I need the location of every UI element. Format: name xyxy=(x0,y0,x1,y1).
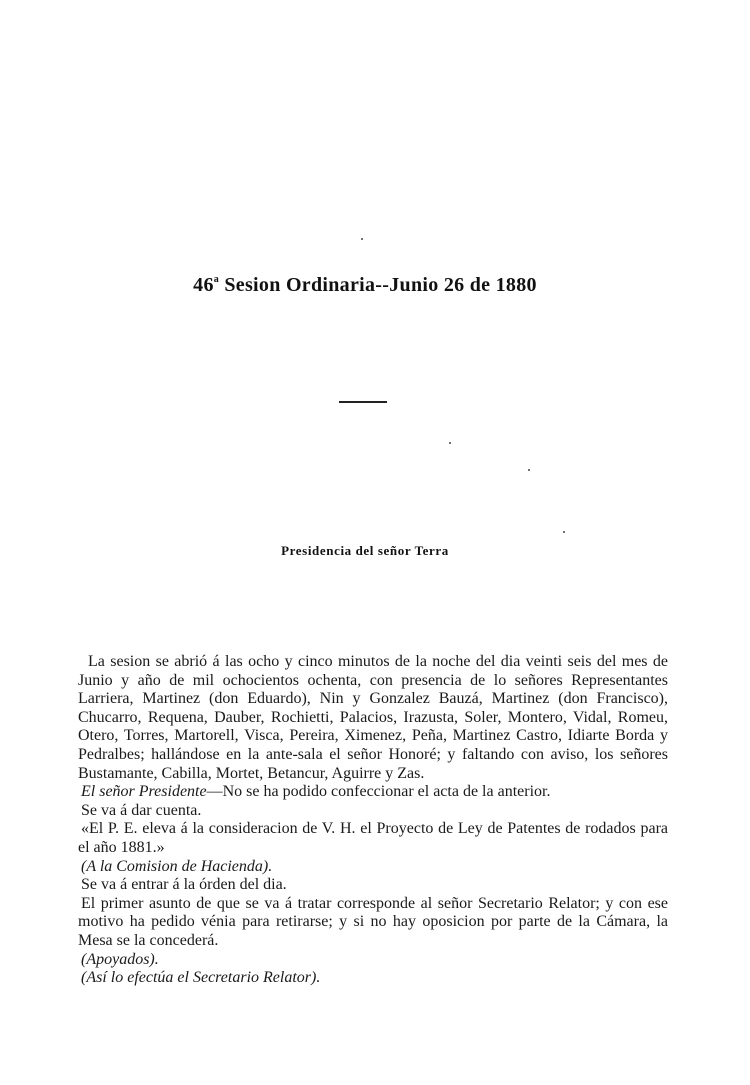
executive-message: «El P. E. eleva á la consideracion de V. H. el Proyecto de Ley de Patentes de rodados para el año 1881.» xyxy=(78,820,668,856)
session-ordinal-suffix: a xyxy=(213,274,220,285)
paper-speck xyxy=(563,531,565,533)
president-paragraph xyxy=(78,783,668,802)
paper-speck xyxy=(528,469,530,471)
presidency-heading: Presidencia del señor Terra xyxy=(281,543,449,558)
session-title xyxy=(0,274,730,297)
title-divider xyxy=(339,401,387,403)
president-text: —No se ha podido confeccionar el acta de la anterior. xyxy=(206,783,551,801)
cuenta-line: Se va á dar cuenta. xyxy=(81,801,202,819)
order-of-day-line: Se va á entrar á la órden del dia. xyxy=(81,876,287,894)
first-matter-paragraph: El primer asunto de que se va á tratar corresponde al señor Secretario Relator; y con ese motivo ha pedido vénia para retirarse; y si no hay oposicion por parte de la Cámara, la Mesa se la concederá. xyxy=(78,894,668,949)
secretary-note: (Así lo efectúa el Secretario Relator). xyxy=(81,969,321,987)
session-title-text: Sesion Ordinaria--Junio 26 de 1880 xyxy=(219,274,537,296)
supported-note: (Apoyados). xyxy=(81,950,159,968)
session-number: 46 xyxy=(193,274,214,296)
commission-note: (A la Comision de Hacienda). xyxy=(81,857,273,875)
paper-speck xyxy=(449,442,451,444)
president-label: El señor Presidente xyxy=(81,783,207,801)
opening-paragraph: La sesion se abrió á las ocho y cinco minutos de la noche del dia veinti seis del mes de Junio y año de mil ochocientos ochenta, con presencia de lo señores Representantes Larriera, Martinez (don Eduardo), Nin y Gonzalez Bauzá, Martinez (don Francisco), Chucarro, Requena, Dauber, Rochietti, Palacios, Irazusta, Soler, Montero, Vidal, Romeu, Otero, Torres, Martorell, Visca, Pereira, Ximenez, Peña, Martinez Castro, Idiarte Borda y Pedralbes; hallándose en la ante-sala el señor Honoré; y faltando con aviso, los señores Bustamante, Cabilla, Mortet, Betancur, Aguirre y Zas. xyxy=(78,653,668,782)
session-body xyxy=(78,653,668,988)
paper-speck xyxy=(361,238,363,240)
